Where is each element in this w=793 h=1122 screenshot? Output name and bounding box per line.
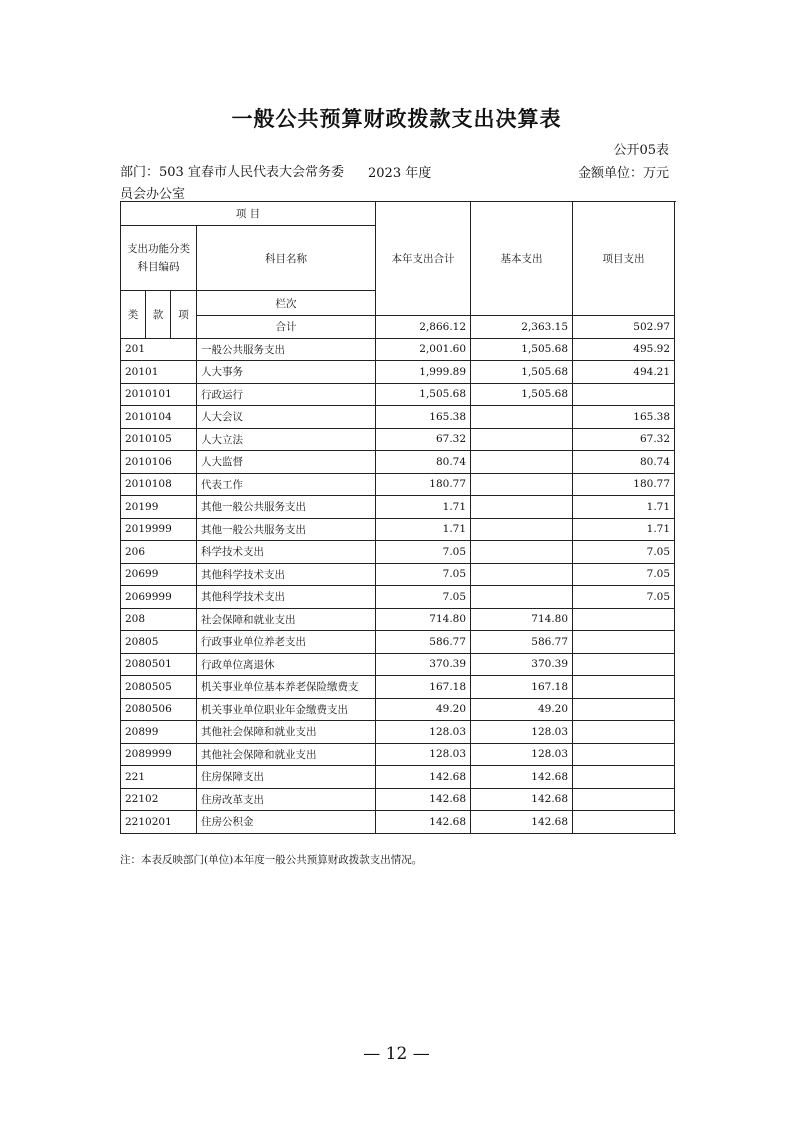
amount-basic xyxy=(471,428,573,451)
amount-total: 2,001.60 xyxy=(376,338,471,361)
header-xiang: 项 xyxy=(171,291,197,339)
amount-total: 67.32 xyxy=(376,428,471,451)
amount-total: 370.39 xyxy=(376,653,471,676)
subject-name: 人大立法 xyxy=(197,428,376,451)
amount-total: 142.68 xyxy=(376,766,471,789)
amount-basic: 49.20 xyxy=(471,698,573,721)
table-row xyxy=(121,743,675,766)
table-row xyxy=(121,383,675,406)
subject-code: 201 xyxy=(121,338,197,361)
fiscal-year: 2023 年度 xyxy=(368,166,432,181)
subject-name: 科学技术支出 xyxy=(197,541,376,564)
table-row xyxy=(121,608,675,631)
amount-basic: 167.18 xyxy=(471,676,573,699)
amount-total: 1,505.68 xyxy=(376,383,471,406)
amount-project xyxy=(573,788,675,811)
amount-total: 49.20 xyxy=(376,698,471,721)
subject-name: 其他社会保障和就业支出 xyxy=(197,721,376,744)
amount-total: 7.05 xyxy=(376,563,471,586)
subject-name: 其他一般公共服务支出 xyxy=(197,518,376,541)
subject-code: 2080505 xyxy=(121,676,197,699)
subject-code: 2080506 xyxy=(121,698,197,721)
table-row xyxy=(121,518,675,541)
header-row-project xyxy=(121,202,675,226)
subject-name: 人大会议 xyxy=(197,406,376,429)
table-row xyxy=(121,653,675,676)
amount-total: 167.18 xyxy=(376,676,471,699)
table-note: 注：本表反映部门(单位)本年度一般公共预算财政拨款支出情况。 xyxy=(120,854,423,866)
amount-total: 1.71 xyxy=(376,496,471,519)
amount-basic xyxy=(471,451,573,474)
amount-basic xyxy=(471,563,573,586)
amount-basic xyxy=(471,518,573,541)
subject-code: 2010105 xyxy=(121,428,197,451)
header-basic-col: 基本支出 xyxy=(471,202,573,316)
amount-total: 80.74 xyxy=(376,451,471,474)
subject-code: 2080501 xyxy=(121,653,197,676)
amount-project: 165.38 xyxy=(573,406,675,429)
amount-basic: 128.03 xyxy=(471,743,573,766)
amount-unit: 金额单位：万元 xyxy=(577,166,669,181)
amount-project xyxy=(573,608,675,631)
amount-project: 1.71 xyxy=(573,518,675,541)
subject-code: 20699 xyxy=(121,563,197,586)
subject-code: 206 xyxy=(121,541,197,564)
amount-project: 7.05 xyxy=(573,563,675,586)
amount-basic: 714.80 xyxy=(471,608,573,631)
subject-code: 2210201 xyxy=(121,811,197,834)
table-row xyxy=(121,676,675,699)
subject-name: 行政单位离退休 xyxy=(197,653,376,676)
amount-total: 128.03 xyxy=(376,743,471,766)
subject-code: 2069999 xyxy=(121,586,197,609)
amount-basic: 128.03 xyxy=(471,721,573,744)
page-title: 一般公共预算财政拨款支出决算表 xyxy=(231,107,562,131)
amount-project: 1.71 xyxy=(573,496,675,519)
subject-code: 22102 xyxy=(121,788,197,811)
table-row xyxy=(121,698,675,721)
subject-code: 2010106 xyxy=(121,451,197,474)
amount-project xyxy=(573,631,675,654)
table-row xyxy=(121,563,675,586)
subject-code: 20899 xyxy=(121,721,197,744)
subject-code: 208 xyxy=(121,608,197,631)
subject-name: 机关事业单位职业年金缴费支出 xyxy=(197,698,376,721)
amount-project: 7.05 xyxy=(573,586,675,609)
amount-project xyxy=(573,721,675,744)
header-project: 项 目 xyxy=(121,202,376,226)
amount-project: 494.21 xyxy=(573,361,675,384)
amount-total: 7.05 xyxy=(376,586,471,609)
expenditure-table xyxy=(120,201,675,834)
amount-project: 180.77 xyxy=(573,473,675,496)
subject-name: 其他一般公共服务支出 xyxy=(197,496,376,519)
subject-code: 2089999 xyxy=(121,743,197,766)
subject-code: 2019999 xyxy=(121,518,197,541)
header-project-col: 项目支出 xyxy=(573,202,675,316)
amount-basic: 1,505.68 xyxy=(471,361,573,384)
amount-basic xyxy=(471,496,573,519)
amount-project xyxy=(573,653,675,676)
amount-project xyxy=(573,698,675,721)
amount-basic xyxy=(471,586,573,609)
amount-basic: 1,505.68 xyxy=(471,383,573,406)
amount-project: 495.92 xyxy=(573,338,675,361)
amount-total: 586.77 xyxy=(376,631,471,654)
subject-name: 人大事务 xyxy=(197,361,376,384)
total-label: 合计 xyxy=(197,316,376,339)
amount-basic: 142.68 xyxy=(471,811,573,834)
header-lei: 类 xyxy=(121,291,146,339)
table-row xyxy=(121,496,675,519)
amount-basic xyxy=(471,473,573,496)
subject-name: 住房公积金 xyxy=(197,811,376,834)
amount-project xyxy=(573,766,675,789)
department-label: 部门：503 宜春市人民代表大会常务委员会办公室 xyxy=(120,165,344,202)
table-row xyxy=(121,338,675,361)
amount-project: 7.05 xyxy=(573,541,675,564)
table-row xyxy=(121,811,675,834)
subject-code: 20199 xyxy=(121,496,197,519)
header-total-col: 本年支出合计 xyxy=(376,202,471,316)
table-row xyxy=(121,631,675,654)
amount-basic xyxy=(471,541,573,564)
table-row xyxy=(121,406,675,429)
header-kuan: 款 xyxy=(146,291,171,339)
total-row xyxy=(121,316,675,339)
subject-code: 2010101 xyxy=(121,383,197,406)
subject-name: 一般公共服务支出 xyxy=(197,338,376,361)
amount-basic: 586.77 xyxy=(471,631,573,654)
subject-code: 20805 xyxy=(121,631,197,654)
table-row xyxy=(121,586,675,609)
total-project: 502.97 xyxy=(573,316,675,339)
total-basic: 2,363.15 xyxy=(471,316,573,339)
amount-basic xyxy=(471,406,573,429)
amount-total: 180.77 xyxy=(376,473,471,496)
amount-project xyxy=(573,743,675,766)
amount-total: 1,999.89 xyxy=(376,361,471,384)
subject-name: 行政事业单位养老支出 xyxy=(197,631,376,654)
amount-total: 165.38 xyxy=(376,406,471,429)
amount-total: 128.03 xyxy=(376,721,471,744)
form-number: 公开05表 xyxy=(613,143,669,158)
amount-total: 7.05 xyxy=(376,541,471,564)
subject-code: 221 xyxy=(121,766,197,789)
amount-total: 714.80 xyxy=(376,608,471,631)
amount-project: 67.32 xyxy=(573,428,675,451)
table-row xyxy=(121,451,675,474)
subject-name: 住房保障支出 xyxy=(197,766,376,789)
subject-name: 其他社会保障和就业支出 xyxy=(197,743,376,766)
amount-project: 80.74 xyxy=(573,451,675,474)
amount-basic: 1,505.68 xyxy=(471,338,573,361)
table-row xyxy=(121,766,675,789)
subject-name: 住房改革支出 xyxy=(197,788,376,811)
table-row xyxy=(121,788,675,811)
amount-project xyxy=(573,811,675,834)
table-row xyxy=(121,361,675,384)
subject-name: 行政运行 xyxy=(197,383,376,406)
header-lanci: 栏次 xyxy=(197,291,376,316)
subject-name: 机关事业单位基本养老保险缴费支 xyxy=(197,676,376,699)
subject-code: 20101 xyxy=(121,361,197,384)
amount-project xyxy=(573,676,675,699)
subject-name: 其他科学技术支出 xyxy=(197,563,376,586)
subject-code: 2010108 xyxy=(121,473,197,496)
page-number: — 12 — xyxy=(363,1044,430,1064)
amount-basic: 142.68 xyxy=(471,788,573,811)
amount-basic: 142.68 xyxy=(471,766,573,789)
subject-name: 代表工作 xyxy=(197,473,376,496)
amount-project xyxy=(573,383,675,406)
amount-total: 142.68 xyxy=(376,788,471,811)
subject-name: 其他科学技术支出 xyxy=(197,586,376,609)
subject-code: 2010104 xyxy=(121,406,197,429)
amount-total: 1.71 xyxy=(376,518,471,541)
amount-total: 142.68 xyxy=(376,811,471,834)
table-row xyxy=(121,473,675,496)
table-row xyxy=(121,428,675,451)
header-subject-name: 科目名称 xyxy=(197,226,376,291)
amount-basic: 370.39 xyxy=(471,653,573,676)
table-row xyxy=(121,541,675,564)
subject-name: 人大监督 xyxy=(197,451,376,474)
total-amount: 2,866.12 xyxy=(376,316,471,339)
header-func-code: 支出功能分类科目编码 xyxy=(121,226,197,291)
table-row xyxy=(121,721,675,744)
subject-name: 社会保障和就业支出 xyxy=(197,608,376,631)
